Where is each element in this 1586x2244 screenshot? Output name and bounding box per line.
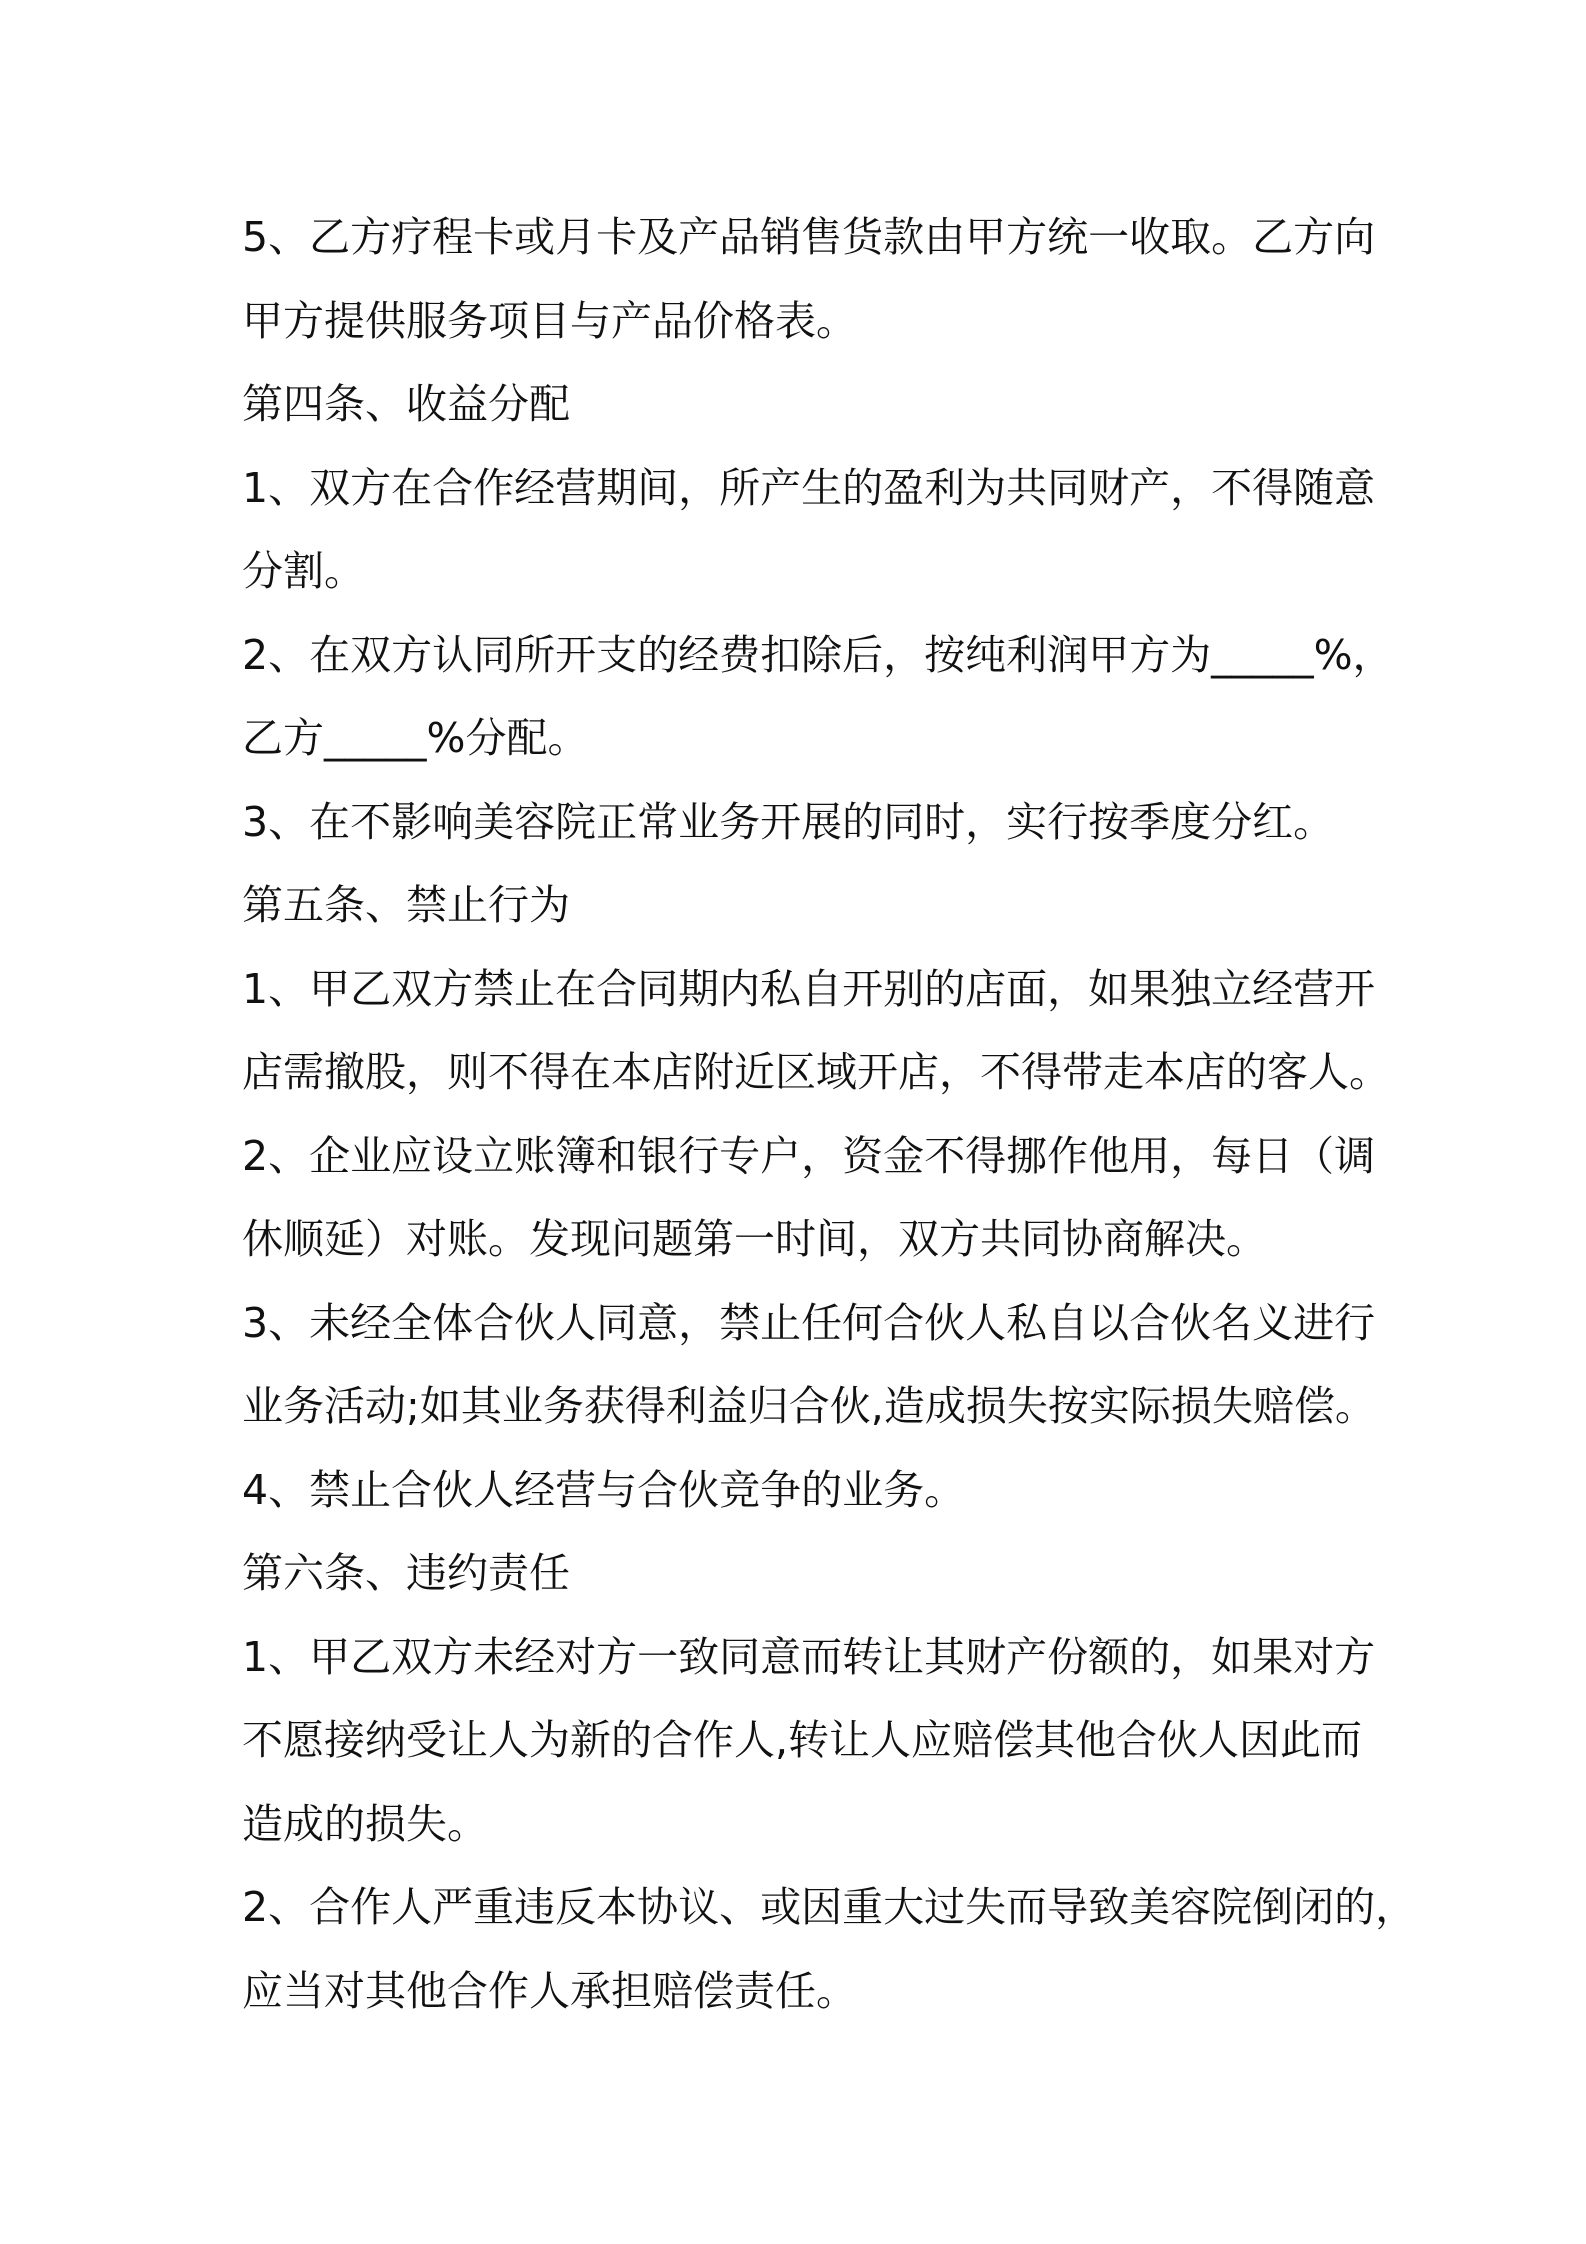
section-heading: 第五条、禁止行为 xyxy=(242,881,570,929)
text-line: 店需撤股，则不得在本店附近区域开店，不得带走本店的客人。 xyxy=(242,1048,1390,1096)
text-line: 1、甲乙双方禁止在合同期内私自开别的店面，如果独立经营开 xyxy=(242,964,1376,1013)
text-line: 业务活动;如其业务获得利益归合伙,造成损失按实际损失赔偿。 xyxy=(242,1382,1376,1430)
text-line: 2、在双方认同所开支的经费扣除后，按纯利润甲方为_____%， xyxy=(242,630,1394,679)
text-line: 乙方_____%分配。 xyxy=(242,714,589,762)
text-line: 2、企业应设立账簿和银行专户，资金不得挪作他用，每日（调 xyxy=(242,1131,1376,1180)
section-heading: 第六条、违约责任 xyxy=(242,1549,570,1597)
text-line: 应当对其他合作人承担赔偿责任。 xyxy=(242,1966,857,2015)
text-line: 2、合作人严重违反本协议、或因重大过失而导致美容院倒闭的， xyxy=(242,1883,1417,1931)
text-line: 1、甲乙双方未经对方一致同意而转让其财产份额的，如果对方 xyxy=(242,1632,1376,1681)
section-heading: 第四条、收益分配 xyxy=(242,380,570,428)
document-body xyxy=(242,196,1417,2033)
text-line: 休顺延）对账。发现问题第一时间，双方共同协商解决。 xyxy=(242,1215,1267,1263)
text-line: 1、双方在合作经营期间，所产生的盈利为共同财产，不得随意 xyxy=(242,463,1376,512)
text-line: 分割。 xyxy=(242,547,365,595)
text-line: 3、在不影响美容院正常业务开展的同时，实行按季度分红。 xyxy=(242,797,1335,846)
text-line: 不愿接纳受让人为新的合作人,转让人应赔偿其他合伙人因此而 xyxy=(242,1716,1363,1764)
text-line: 3、未经全体合伙人同意，禁止任何合伙人私自以合伙名义进行 xyxy=(242,1298,1376,1347)
text-line: 甲方提供服务项目与产品价格表。 xyxy=(242,296,857,345)
text-line: 4、禁止合伙人经营与合伙竞争的业务。 xyxy=(242,1465,966,1514)
text-line: 造成的损失。 xyxy=(242,1799,488,1848)
text-line: 5、乙方疗程卡或月卡及产品销售货款由甲方统一收取。乙方向 xyxy=(242,213,1376,261)
